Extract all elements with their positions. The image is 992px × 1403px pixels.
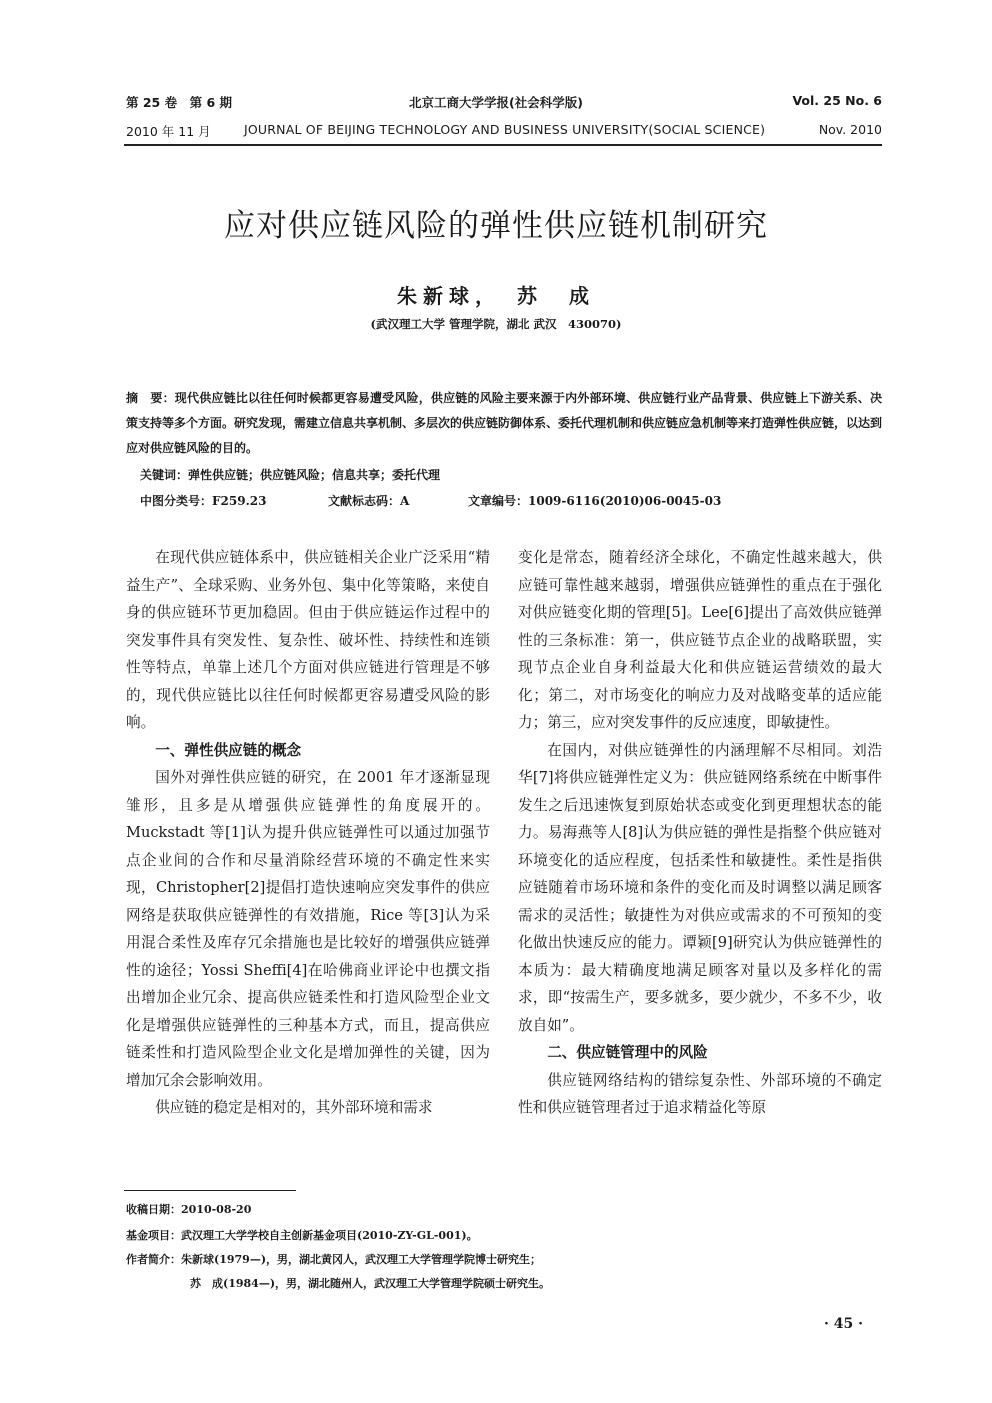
received-date: 收稿日期：2010-08-20 xyxy=(126,1203,252,1216)
paper-title: 应对供应链风险的弹性供应链机制研究 xyxy=(224,208,768,244)
keywords-text: 弹性供应链；供应链风险；信息共享；委托代理 xyxy=(188,468,441,482)
journal-name-en: JOURNAL OF BEIJING TECHNOLOGY AND BUSINESS UNIVERSITY(SOCIAL SCIENCE) xyxy=(244,122,766,137)
issue-volume: 第 25 卷 第 6 期 xyxy=(126,95,232,110)
affiliation: (武汉理工大学 管理学院，湖北 武汉 430070) xyxy=(370,317,622,331)
footnote-rule xyxy=(124,1190,296,1191)
body-paragraph: 供应链网络结构的错综复杂性、外部环境的不确定性和供应链管理者过于追求精益化等原 xyxy=(518,1071,882,1116)
article-number: 文章编号：1009-6116(2010)06-0045-03 xyxy=(468,494,722,508)
abstract xyxy=(126,386,882,461)
body-paragraph: 国外对弹性供应链的研究，在 2001 年才逐渐显现雏形，且多是从增强供应链弹性的角度展开的。Muckstadt 等[1]认为提升供应链弹性可以通过加强节点企业间的合作和尽量消除经营环境的不确定性来实现，Christopher[2]提倡打造快速响应突发事件的供应网络是获取供应链弹性的有效措施，Rice 等[3]认为采用混合柔性及库存冗余措施也是比较好的增强供应链弹性的途径；Yossi Sheffi[4]在哈佛商业评论中也撰文指出增加企业冗余、提高供应链柔性和打造风险型企业文化是增强供应链弹性的三种基本方式，而且，提高供应链柔性和打造风险型企业文化是增加弹性的关键，因为增加冗余会影响效用。 xyxy=(126,769,490,1089)
section-heading: 二、供应链管理中的风险 xyxy=(547,1044,708,1061)
issue-volume-en: Vol. 25 No. 6 xyxy=(792,93,882,108)
abstract-label: 摘 要： xyxy=(126,391,175,405)
keywords xyxy=(140,466,440,483)
author-bio-2: 苏 成(1984—)，男，湖北随州人，武汉理工大学管理学院硕士研究生。 xyxy=(190,1277,551,1290)
journal-name-cn: 北京工商大学学报(社会科学版) xyxy=(409,95,583,110)
body-paragraph: 供应链的稳定是相对的，其外部环境和需求 xyxy=(155,1099,433,1116)
author-list: 朱新球， 苏 成 xyxy=(397,284,595,308)
body-paragraph: 在国内，对供应链弹性的内涵理解不尽相同。刘浩华[7]将供应链弹性定义为：供应链网络系统在中断事件发生之后迅速恢复到原始状态或变化到更理想状态的能力。易海燕等人[8]认为供应链的弹性是指整个供应链对环境变化的适应程度，包括柔性和敏捷性。柔性是指供应链随着市场环境和条件的变化而及时调整以满足顾客需求的灵活性；敏捷性为对供应或需求的不可预知的变化做出快速反应的能力。谭颖[9]研究认为供应链弹性的本质为：最大精确度地满足顾客对量以及多样化的需求，即“按需生产，要多就多，要少就少，不多不少，收放自如”。 xyxy=(518,741,882,1034)
issue-date: 2010 年 11 月 xyxy=(126,124,211,139)
body-paragraph: 在现代供应链体系中，供应链相关企业广泛采用“精益生产”、全球采购、业务外包、集中化等策略，来使自身的供应链环节更加稳固。但由于供应链运作过程中的突发事件具有突发性、复杂性、破坏性、持续性和连锁性等特点，单靠上述几个方面对供应链进行管理是不够的，现代供应链比以往任何时候都更容易遭受风险的影响。 xyxy=(126,549,490,731)
issue-date-en: Nov. 2010 xyxy=(818,122,882,137)
section-heading: 一、弹性供应链的概念 xyxy=(155,741,302,759)
abstract-text: 现代供应链比以往任何时候都更容易遭受风险，供应链的风险主要来源于内外部环境、供应链行业产品背景、供应链上下游关系、决策支持等多个方面。研究发现，需建立信息共享机制、多层次的供应链防御体系、委托代理机制和供应链应急机制等来打造弹性供应链，以达到应对供应链风险的目的。 xyxy=(126,391,883,455)
right-column xyxy=(518,544,882,1122)
left-column xyxy=(126,544,490,1122)
clc-number: 中图分类号：F259.23 xyxy=(140,494,267,508)
document-code: 文献标志码：A xyxy=(328,494,410,508)
keywords-label: 关键词： xyxy=(140,468,189,482)
author-bio-1: 作者简介：朱新球(1979—)，男，湖北黄冈人，武汉理工大学管理学院博士研究生； xyxy=(126,1253,542,1266)
fund-note: 基金项目：武汉理工大学学校自主创新基金项目(2010-ZY-GL-001)。 xyxy=(126,1229,478,1242)
page-number: · 45 · xyxy=(824,1316,863,1332)
header-rule xyxy=(124,144,882,146)
body-paragraph: 变化是常态，随着经济全球化，不确定性越来越大，供应链可靠性越来越弱，增强供应链弹性的重点在于强化对供应链变化期的管理[5]。Lee[6]提出了高效供应链弹性的三条标准：第一，供应链节点企业的战略联盟，实现节点企业自身利益最大化和供应链运营绩效的最大化；第二，对市场变化的响应力及对战略变革的适应能力；第三，应对突发事件的反应速度，即敏捷性。 xyxy=(518,549,882,731)
